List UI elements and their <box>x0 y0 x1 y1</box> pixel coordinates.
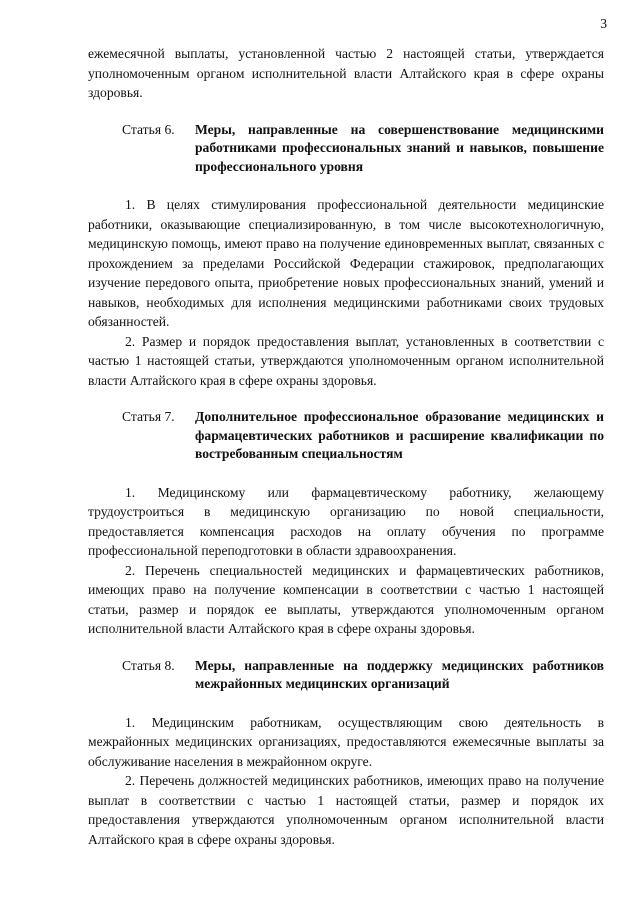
article-8-paragraph-2: 2. Перечень должностей медицинских работников, имеющих право на получение выплат в соответствии с частью 1 настоящей статьи, размер и порядок их предоставления утверждаются уполномоченным органом исполнительной власти Алтайского края в сфере охраны здоровья. <box>88 773 604 847</box>
article-8-paragraph-1: 1. Медицинским работникам, осуществляющим свою деятельность в межрайонных медицинских организациях, предоставляются ежемесячные выплаты за обслуживание населения в межрайонном округе. <box>88 714 604 769</box>
article-6-heading <box>88 121 604 177</box>
article-6-paragraph-1: 1. В целях стимулирования профессиональной деятельности медицинские работники, оказывающие специализированную, в том числе высокотехнологичную, медицинскую помощь, имеют право на получение единовременных выплат, связанных с прохождением за пределами Российской Федерации стажировок, предполагающих изучение передового опыта, приобретение новых профессиональных знаний, умений и навыков, необходимых для исполнения медицинскими работниками своих трудовых обязанностей. <box>88 197 604 329</box>
article-label: Статья 8. <box>122 657 175 673</box>
article-7-paragraph-1: 1. Медицинскому или фармацевтическому работнику, желающему трудоустроиться в медицинскую организацию по новой специальности, предоставляется компенсация расходов на оплату обучения по программе профессиональной переподготовки в области здравоохранения. <box>88 484 604 558</box>
article-label: Статья 6. <box>122 121 175 137</box>
article-7-paragraph-2: 2. Перечень специальностей медицинских и фармацевтических работников, имеющих право на получение компенсации в соответствии с частью 1 настоящей статьи, размер и порядок ее выплаты, утверждаются уполномоченным органом исполнительной власти Алтайского края в сфере охраны здоровья. <box>88 562 604 636</box>
article-title: Дополнительное профессиональное образование медицинских и фармацевтических работников и расширение квалификации по востребованным специальностям <box>195 409 604 461</box>
document-body <box>88 44 604 849</box>
article-6-paragraph-2: 2. Размер и порядок предоставления выплат, установленных в соответствии с частью 1 настоящей статьи, утверждаются уполномоченным органом исполнительной власти Алтайского края в сфере охраны здоровья. <box>88 333 604 388</box>
intro-paragraph: ежемесячной выплаты, установленной частью 2 настоящей статьи, утверждается уполномоченным органом исполнительной власти Алтайского края в сфере охраны здоровья. <box>88 46 604 100</box>
article-title: Меры, направленные на поддержку медицинских работников межрайонных медицинских организаций <box>195 657 604 691</box>
page-number: 3 <box>600 16 607 31</box>
article-title: Меры, направленные на совершенствование медицинскими работниками профессиональных знаний и навыков, повышение профессионального уровня <box>195 121 604 174</box>
article-7-heading <box>88 408 604 464</box>
article-8-heading <box>88 657 604 694</box>
article-label: Статья 7. <box>122 409 175 424</box>
